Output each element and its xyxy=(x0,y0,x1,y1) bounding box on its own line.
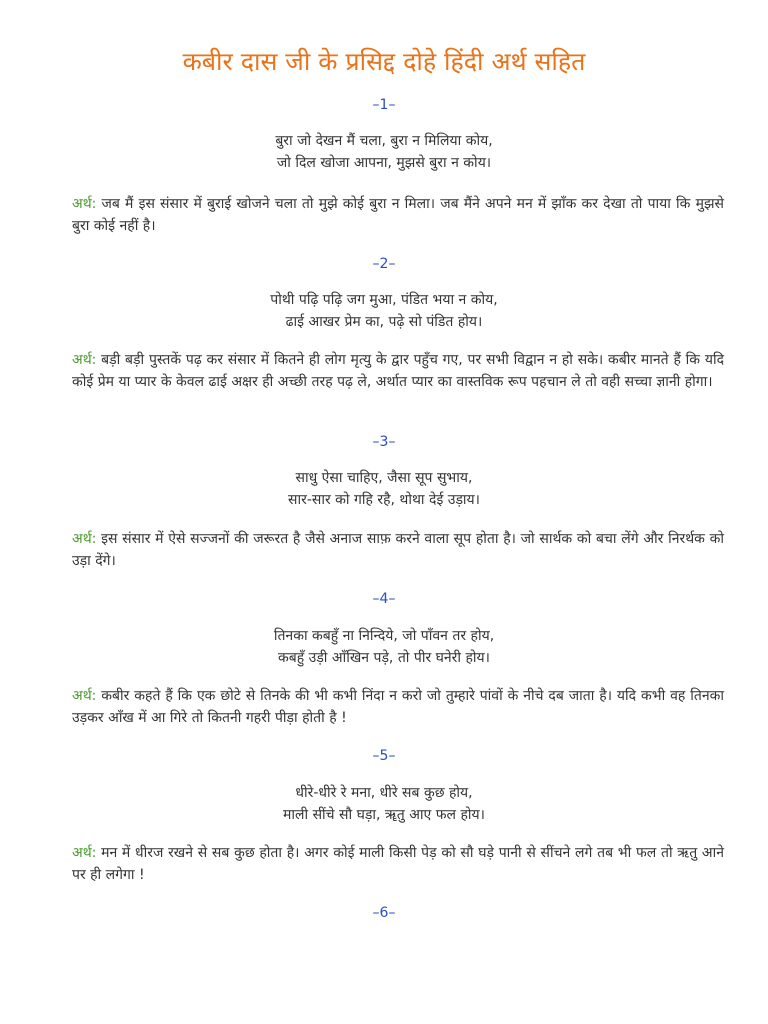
meaning-label: अर्थ: xyxy=(72,688,102,704)
couplet-line: पोथी पढ़ि पढ़ि जग मुआ, पंडित भया न कोय, xyxy=(270,292,498,308)
couplet-line: ढाई आखर प्रेम का, पढ़े सो पंडित होय। xyxy=(285,314,483,330)
doha-couplet xyxy=(0,782,768,826)
doha-number: –3– xyxy=(372,434,396,450)
meaning-label: अर्थ: xyxy=(72,352,102,368)
couplet-line: जो दिल खोजा आपना, मुझसे बुरा न कोय। xyxy=(276,155,492,171)
meaning-label: अर्थ: xyxy=(72,845,102,861)
meaning-label: अर्थ: xyxy=(72,196,102,212)
doha-couplet xyxy=(0,289,768,333)
doha-couplet xyxy=(0,625,768,669)
meaning-paragraph xyxy=(72,193,724,237)
couplet-line: बुरा जो देखन मैं चला, बुरा न मिलिया कोय, xyxy=(275,133,493,149)
couplet-line: सार-सार को गहि रहै, थोथा देई उड़ाय। xyxy=(288,492,480,508)
doha-number: –6– xyxy=(372,905,396,921)
doha-couplet xyxy=(0,467,768,511)
couplet-line: कबहुँ उड़ी आँखिन पड़े, तो पीर घनेरी होय। xyxy=(278,650,490,666)
meaning-paragraph xyxy=(72,528,724,572)
meaning-text: जब मैं इस संसार में बुराई खोजने चला तो मुझे कोई बुरा न मिला। जब मैंने अपने मन में झाँक कर देखा तो पाया कि मुझसे बुरा कोई नहीं है। xyxy=(72,196,724,234)
meaning-paragraph xyxy=(72,685,724,729)
doha-number: –1– xyxy=(372,97,396,113)
couplet-line: माली सींचे सौ घड़ा, ॠतु आए फल होय। xyxy=(283,807,485,823)
meaning-text: बड़ी बड़ी पुस्तकें पढ़ कर संसार में कितने ही लोग मृत्यु के द्वार पहुँच गए, पर सभी विद्वान न हो सके। कबीर मानते हैं कि यदि कोई प्रेम या प्यार के केवल ढाई अक्षर ही अच्छी तरह पढ़ ले, अर्थात प्यार का वास्तविक रूप पहचान ले तो वही सच्चा ज्ञानी होगा। xyxy=(72,352,725,390)
doha-number: –4– xyxy=(372,591,396,607)
couplet-line: धीरे-धीरे रे मना, धीरे सब कुछ होय, xyxy=(295,785,473,801)
meaning-paragraph xyxy=(72,842,724,886)
meaning-paragraph xyxy=(72,349,724,393)
couplet-line: साधु ऐसा चाहिए, जैसा सूप सुभाय, xyxy=(295,470,473,486)
meaning-text: कबीर कहते हैं कि एक छोटे से तिनके की भी कभी निंदा न करो जो तुम्हारे पांवों के नीचे दब जाता है। यदि कभी वह तिनका उड़कर आँख में आ गिरे तो कितनी गहरी पीड़ा होती है ! xyxy=(72,688,724,726)
meaning-label: अर्थ: xyxy=(72,531,102,547)
doha-couplet xyxy=(0,130,768,174)
document-title: कबीर दास जी के प्रसिद्द दोहे हिंदी अर्थ सहित xyxy=(182,47,586,76)
doha-number: –5– xyxy=(372,748,396,764)
meaning-text: इस संसार में ऐसे सज्जनों की जरूरत है जैसे अनाज साफ़ करने वाला सूप होता है। जो सार्थक को बचा लेंगे और निरर्थक को उड़ा देंगे। xyxy=(72,531,725,569)
couplet-line: तिनका कबहुँ ना निन्दिये, जो पाँवन तर होय, xyxy=(273,628,495,644)
doha-number: –2– xyxy=(372,256,396,272)
meaning-text: मन में धीरज रखने से सब कुछ होता है। अगर कोई माली किसी पेड़ को सौ घड़े पानी से सींचने लगे तब भी फल तो ऋतु आने पर ही लगेगा ! xyxy=(72,845,724,883)
